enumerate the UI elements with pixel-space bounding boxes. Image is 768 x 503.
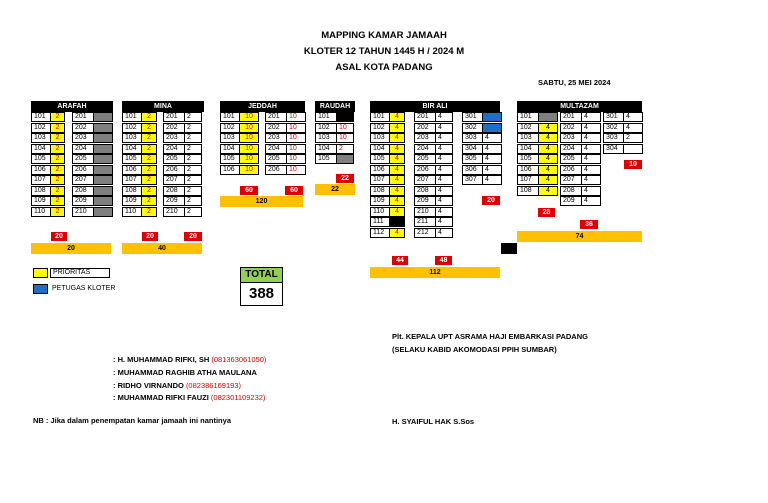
- birali-c3-count-305: 4: [482, 154, 502, 164]
- birali-c1-count-108: 4: [389, 186, 405, 196]
- mina-c2-count-202: 2: [184, 123, 202, 133]
- birali-c1-count-103: 4: [389, 133, 405, 143]
- jeddah-c1-room-102: 102: [220, 123, 240, 133]
- jeddah-c1-count-101: 10: [239, 112, 259, 122]
- multazam-c1-count-107: 4: [538, 175, 558, 185]
- birali-c1-room-101: 101: [370, 112, 390, 122]
- arafah-c1-count-105: 2: [50, 154, 65, 164]
- arafah-subtotal: 20: [51, 232, 67, 241]
- multazam-c1-count-102: 4: [538, 123, 558, 133]
- mina-c1-room-108: 108: [122, 186, 142, 196]
- mina-c2-room-202: 202: [163, 123, 185, 133]
- multazam-c3-room-303: 303: [603, 133, 624, 143]
- birali-c2-room-206: 206: [414, 165, 436, 175]
- birali-c1-room-104: 104: [370, 144, 390, 154]
- birali-c3-room-306: 306: [462, 165, 483, 175]
- title-line-3: ASAL KOTA PADANG: [335, 62, 433, 73]
- mina-c2-count-204: 2: [184, 144, 202, 154]
- arafah-c2-count-202: [93, 123, 113, 133]
- mina-c2-count-210: 2: [184, 207, 202, 217]
- birali-subtotal-2: 48: [435, 256, 452, 265]
- arafah-c2-room-207: 207: [72, 175, 94, 185]
- multazam-c1-count-105: 4: [538, 154, 558, 164]
- arafah-c2-count-208: [93, 186, 113, 196]
- birali-c1-count-101: 4: [389, 112, 405, 122]
- raudah-c1-room-101: 101: [315, 112, 337, 122]
- arafah-c2-count-206: [93, 165, 113, 175]
- mina-c1-room-103: 103: [122, 133, 142, 143]
- mina-c2-room-201: 201: [163, 112, 185, 122]
- arafah-c2-room-210: 210: [72, 207, 94, 217]
- birali-total: 112: [370, 267, 500, 278]
- arafah-c2-room-201: 201: [72, 112, 94, 122]
- birali-c2-room-208: 208: [414, 186, 436, 196]
- multazam-c2-room-205: 205: [560, 154, 582, 164]
- black-marker: [501, 243, 517, 254]
- arafah-c1-room-110: 110: [31, 207, 51, 217]
- birali-c3-count-304: 4: [482, 144, 502, 154]
- birali-c2-count-207: 4: [435, 175, 453, 185]
- petugas-3: [113, 381, 241, 390]
- birali-c1-count-105: 4: [389, 154, 405, 164]
- block-header-jeddah: JEDDAH: [220, 101, 305, 112]
- raudah-subtotal: 22: [336, 174, 354, 183]
- birali-c2-count-212: 4: [435, 228, 453, 238]
- raudah-c1-count-101: [336, 112, 354, 122]
- raudah-c1-count-104: 2: [336, 144, 354, 154]
- mina-c2-room-204: 204: [163, 144, 185, 154]
- jeddah-c1-count-103: 10: [239, 133, 259, 143]
- multazam-c1-count-108: 4: [538, 186, 558, 196]
- arafah-c1-room-101: 101: [31, 112, 51, 122]
- petugas-3-phone: (082386169193): [185, 381, 241, 390]
- multazam-c2-room-206: 206: [560, 165, 582, 175]
- multazam-subtotal-1: 28: [538, 208, 555, 217]
- arafah-c1-room-105: 105: [31, 154, 51, 164]
- birali-subtotal-3: 20: [482, 196, 500, 205]
- jeddah-c2-count-206: 10: [286, 165, 306, 175]
- mina-c2-count-203: 2: [184, 133, 202, 143]
- multazam-c3-count-302: 4: [623, 123, 643, 133]
- multazam-c3-room-304: 304: [603, 144, 624, 154]
- raudah-c1-room-102: 102: [315, 123, 337, 133]
- birali-c1-count-102: 4: [389, 123, 405, 133]
- block-header-arafah: ARAFAH: [31, 101, 113, 112]
- jeddah-subtotal-1: 60: [240, 186, 258, 195]
- jeddah-total: 120: [220, 196, 303, 207]
- jeddah-c2-room-202: 202: [265, 123, 287, 133]
- birali-c2-count-211: 4: [435, 217, 453, 227]
- birali-c2-room-204: 204: [414, 144, 436, 154]
- arafah-c2-room-203: 203: [72, 133, 94, 143]
- jeddah-c1-count-102: 10: [239, 123, 259, 133]
- raudah-c1-room-104: 104: [315, 144, 337, 154]
- birali-c2-room-202: 202: [414, 123, 436, 133]
- arafah-c1-count-107: 2: [50, 175, 65, 185]
- mina-c1-count-103: 2: [141, 133, 157, 143]
- arafah-c1-count-110: 2: [50, 207, 65, 217]
- multazam-c1-room-108: 108: [517, 186, 539, 196]
- birali-c2-count-206: 4: [435, 165, 453, 175]
- multazam-c3-count-304: [623, 144, 643, 154]
- arafah-c2-count-204: [93, 144, 113, 154]
- raudah-c1-count-105: [336, 154, 354, 164]
- multazam-c1-count-103: 4: [538, 133, 558, 143]
- signature-name: H. SYAIFUL HAK S.Sos: [392, 417, 475, 426]
- raudah-c1-room-103: 103: [315, 133, 337, 143]
- mina-c1-room-110: 110: [122, 207, 142, 217]
- birali-c2-count-209: 4: [435, 196, 453, 206]
- multazam-c1-room-101: 101: [517, 112, 539, 122]
- birali-c2-room-212: 212: [414, 228, 436, 238]
- arafah-c1-count-102: 2: [50, 123, 65, 133]
- block-header-multazam: MULTAZAM: [517, 101, 642, 112]
- birali-c1-count-106: 4: [389, 165, 405, 175]
- arafah-c1-count-109: 2: [50, 196, 65, 206]
- petugas-4: [113, 393, 265, 402]
- birali-c1-count-109: 4: [389, 196, 405, 206]
- birali-c1-room-110: 110: [370, 207, 390, 217]
- legend-prioritas-swatch: [33, 268, 48, 278]
- birali-c2-count-202: 4: [435, 123, 453, 133]
- petugas-4-phone: (082301109232): [210, 393, 266, 402]
- jeddah-c1-room-104: 104: [220, 144, 240, 154]
- birali-c2-room-209: 209: [414, 196, 436, 206]
- arafah-c2-count-203: [93, 133, 113, 143]
- petugas-2: [113, 368, 257, 377]
- mina-c1-count-106: 2: [141, 165, 157, 175]
- arafah-c1-room-103: 103: [31, 133, 51, 143]
- raudah-c1-room-105: 105: [315, 154, 337, 164]
- mina-c1-count-105: 2: [141, 154, 157, 164]
- multazam-c2-room-202: 202: [560, 123, 582, 133]
- jeddah-c1-count-105: 10: [239, 154, 259, 164]
- arafah-c1-room-102: 102: [31, 123, 51, 133]
- arafah-c2-room-209: 209: [72, 196, 94, 206]
- mina-c1-room-105: 105: [122, 154, 142, 164]
- multazam-c2-room-203: 203: [560, 133, 582, 143]
- arafah-c2-count-210: [93, 207, 113, 217]
- jeddah-c2-count-202: 10: [286, 123, 306, 133]
- mina-c2-count-205: 2: [184, 154, 202, 164]
- jeddah-c1-count-104: 10: [239, 144, 259, 154]
- multazam-c2-count-204: 4: [581, 144, 601, 154]
- birali-c3-room-303: 303: [462, 133, 483, 143]
- mina-c2-room-209: 209: [163, 196, 185, 206]
- arafah-total: 20: [31, 243, 111, 254]
- total-value: 388: [240, 283, 283, 306]
- block-header-raudah: RAUDAH: [315, 101, 355, 112]
- jeddah-c2-room-204: 204: [265, 144, 287, 154]
- mina-subtotal-1: 20: [142, 232, 158, 241]
- jeddah-c2-count-203: 10: [286, 133, 306, 143]
- arafah-c2-count-209: [93, 196, 113, 206]
- arafah-c2-count-201: [93, 112, 113, 122]
- multazam-c1-count-106: 4: [538, 165, 558, 175]
- multazam-c2-room-207: 207: [560, 175, 582, 185]
- multazam-c1-room-105: 105: [517, 154, 539, 164]
- jeddah-c2-count-205: 10: [286, 154, 306, 164]
- arafah-c1-count-101: 2: [50, 112, 65, 122]
- multazam-c1-room-106: 106: [517, 165, 539, 175]
- arafah-c1-room-107: 107: [31, 175, 51, 185]
- arafah-c1-room-109: 109: [31, 196, 51, 206]
- mina-c1-count-104: 2: [141, 144, 157, 154]
- multazam-c3-room-302: 302: [603, 123, 624, 133]
- birali-c1-count-104: 4: [389, 144, 405, 154]
- multazam-c1-room-102: 102: [517, 123, 539, 133]
- birali-c1-count-110: 4: [389, 207, 405, 217]
- mina-c2-count-207: 2: [184, 175, 202, 185]
- jeddah-c2-room-206: 206: [265, 165, 287, 175]
- birali-c1-room-112: 112: [370, 228, 390, 238]
- birali-c1-count-112: 4: [389, 228, 405, 238]
- birali-c3-room-302: 302: [462, 123, 483, 133]
- arafah-c1-count-108: 2: [50, 186, 65, 196]
- birali-c1-count-111: [389, 217, 405, 227]
- multazam-total: 74: [517, 231, 642, 242]
- mina-c2-room-207: 207: [163, 175, 185, 185]
- mina-c1-room-109: 109: [122, 196, 142, 206]
- mina-c1-count-101: 2: [141, 112, 157, 122]
- arafah-c2-room-205: 205: [72, 154, 94, 164]
- jeddah-c1-room-106: 106: [220, 165, 240, 175]
- legend-petugas-label: PETUGAS KLOTER: [52, 285, 116, 292]
- arafah-c1-room-106: 106: [31, 165, 51, 175]
- mina-c1-room-107: 107: [122, 175, 142, 185]
- birali-c1-room-108: 108: [370, 186, 390, 196]
- raudah-total: 22: [315, 184, 355, 195]
- multazam-c2-room-201: 201: [560, 112, 582, 122]
- birali-c3-room-305: 305: [462, 154, 483, 164]
- birali-c3-room-301: 301: [462, 112, 483, 122]
- raudah-c1-count-102: 10: [336, 123, 354, 133]
- signature-title-2: (SELAKU KABID AKOMODASI PPIH SUMBAR): [392, 345, 557, 354]
- birali-c3-room-307: 307: [462, 175, 483, 185]
- arafah-c2-count-205: [93, 154, 113, 164]
- petugas-4-name: : MUHAMMAD RIFKI FAUZI: [113, 393, 209, 402]
- jeddah-c2-room-201: 201: [265, 112, 287, 122]
- block-header-birali: BIR ALI: [370, 101, 500, 112]
- arafah-c1-room-104: 104: [31, 144, 51, 154]
- birali-c3-count-303: 4: [482, 133, 502, 143]
- jeddah-c1-room-103: 103: [220, 133, 240, 143]
- mina-c2-count-208: 2: [184, 186, 202, 196]
- multazam-c3-count-303: 2: [623, 133, 643, 143]
- birali-c1-room-106: 106: [370, 165, 390, 175]
- arafah-c2-room-204: 204: [72, 144, 94, 154]
- mina-c2-count-206: 2: [184, 165, 202, 175]
- multazam-c2-count-202: 4: [581, 123, 601, 133]
- arafah-c2-room-202: 202: [72, 123, 94, 133]
- multazam-c2-count-209: 4: [581, 196, 601, 206]
- birali-c2-room-210: 210: [414, 207, 436, 217]
- birali-c1-room-109: 109: [370, 196, 390, 206]
- multazam-c2-room-208: 208: [560, 186, 582, 196]
- jeddah-c1-count-106: 10: [239, 165, 259, 175]
- birali-subtotal-1: 44: [392, 256, 408, 265]
- arafah-c1-count-103: 2: [50, 133, 65, 143]
- multazam-c2-count-207: 4: [581, 175, 601, 185]
- birali-c1-room-111: 111: [370, 217, 390, 227]
- petugas-2-name: : MUHAMMAD RAGHIB ATHA MAULANA: [113, 368, 257, 377]
- mina-total: 40: [122, 243, 202, 254]
- birali-c3-room-304: 304: [462, 144, 483, 154]
- birali-c3-count-307: 4: [482, 175, 502, 185]
- date-label: SABTU, 25 MEI 2024: [538, 78, 611, 87]
- petugas-1: [113, 355, 266, 364]
- birali-c1-room-105: 105: [370, 154, 390, 164]
- arafah-c1-count-104: 2: [50, 144, 65, 154]
- multazam-c3-count-301: 4: [623, 112, 643, 122]
- mina-c2-room-208: 208: [163, 186, 185, 196]
- jeddah-subtotal-2: 60: [285, 186, 303, 195]
- petugas-1-name: : H. MUHAMMAD RIFKI, SH: [113, 355, 210, 364]
- mina-c2-count-201: 2: [184, 112, 202, 122]
- arafah-c1-room-108: 108: [31, 186, 51, 196]
- multazam-c2-count-201: 4: [581, 112, 601, 122]
- total-label: TOTAL: [240, 267, 283, 283]
- multazam-c3-room-301: 301: [603, 112, 624, 122]
- birali-c2-room-211: 211: [414, 217, 436, 227]
- block-header-mina: MINA: [122, 101, 204, 112]
- birali-c2-count-210: 4: [435, 207, 453, 217]
- jeddah-c2-count-204: 10: [286, 144, 306, 154]
- birali-c2-room-207: 207: [414, 175, 436, 185]
- mina-c2-room-206: 206: [163, 165, 185, 175]
- birali-c1-room-107: 107: [370, 175, 390, 185]
- legend-petugas-swatch: [33, 284, 48, 294]
- mina-c1-count-109: 2: [141, 196, 157, 206]
- multazam-c2-count-203: 4: [581, 133, 601, 143]
- mina-subtotal-2: 20: [184, 232, 202, 241]
- multazam-c1-count-104: 4: [538, 144, 558, 154]
- mina-c2-count-209: 2: [184, 196, 202, 206]
- birali-c2-room-201: 201: [414, 112, 436, 122]
- birali-c1-room-103: 103: [370, 133, 390, 143]
- birali-c3-count-302: [482, 123, 502, 133]
- birali-c1-count-107: 4: [389, 175, 405, 185]
- arafah-c1-count-106: 2: [50, 165, 65, 175]
- multazam-c2-count-206: 4: [581, 165, 601, 175]
- petugas-1-phone: (081363061050): [211, 355, 267, 364]
- multazam-c2-room-209: 209: [560, 196, 582, 206]
- birali-c1-room-102: 102: [370, 123, 390, 133]
- multazam-subtotal-2: 36: [580, 220, 598, 229]
- jeddah-c2-count-201: 10: [286, 112, 306, 122]
- title-line-1: MAPPING KAMAR JAMAAH: [321, 30, 447, 41]
- multazam-c1-room-107: 107: [517, 175, 539, 185]
- mina-c2-room-205: 205: [163, 154, 185, 164]
- birali-c2-room-203: 203: [414, 133, 436, 143]
- mina-c1-room-106: 106: [122, 165, 142, 175]
- title-line-2: KLOTER 12 TAHUN 1445 H / 2024 M: [303, 46, 465, 57]
- mina-c1-count-108: 2: [141, 186, 157, 196]
- petugas-3-name: : RIDHO VIRNANDO: [113, 381, 184, 390]
- birali-c2-count-203: 4: [435, 133, 453, 143]
- mina-c1-room-104: 104: [122, 144, 142, 154]
- birali-c2-count-205: 4: [435, 154, 453, 164]
- multazam-c2-count-205: 4: [581, 154, 601, 164]
- jeddah-c1-room-105: 105: [220, 154, 240, 164]
- multazam-c2-room-204: 204: [560, 144, 582, 154]
- signature-title-1: Plt. KEPALA UPT ASRAMA HAJI EMBARKASI PADANG: [392, 332, 588, 341]
- birali-c2-count-208: 4: [435, 186, 453, 196]
- birali-c2-room-205: 205: [414, 154, 436, 164]
- multazam-c2-count-208: 4: [581, 186, 601, 196]
- mina-c1-count-107: 2: [141, 175, 157, 185]
- arafah-c2-room-206: 206: [72, 165, 94, 175]
- mina-c1-count-110: 2: [141, 207, 157, 217]
- raudah-c1-count-103: 10: [336, 133, 354, 143]
- arafah-c2-count-207: [93, 175, 113, 185]
- multazam-c1-room-104: 104: [517, 144, 539, 154]
- arafah-c2-room-208: 208: [72, 186, 94, 196]
- mina-c2-room-210: 210: [163, 207, 185, 217]
- multazam-subtotal-3: 10: [624, 160, 642, 169]
- birali-c2-count-201: 4: [435, 112, 453, 122]
- birali-c3-count-306: 4: [482, 165, 502, 175]
- jeddah-c2-room-205: 205: [265, 154, 287, 164]
- mina-c1-room-102: 102: [122, 123, 142, 133]
- mina-c1-count-102: 2: [141, 123, 157, 133]
- mina-c2-room-203: 203: [163, 133, 185, 143]
- birali-c2-count-204: 4: [435, 144, 453, 154]
- birali-c3-count-301: [482, 112, 502, 122]
- mina-c1-room-101: 101: [122, 112, 142, 122]
- legend-prioritas-label: PRIORITAS: [50, 268, 110, 278]
- multazam-c1-room-103: 103: [517, 133, 539, 143]
- multazam-c1-count-101: [538, 112, 558, 122]
- jeddah-c1-room-101: 101: [220, 112, 240, 122]
- note-text: NB : Jika dalam penempatan kamar jamaah ini nantinya: [33, 416, 231, 425]
- jeddah-c2-room-203: 203: [265, 133, 287, 143]
